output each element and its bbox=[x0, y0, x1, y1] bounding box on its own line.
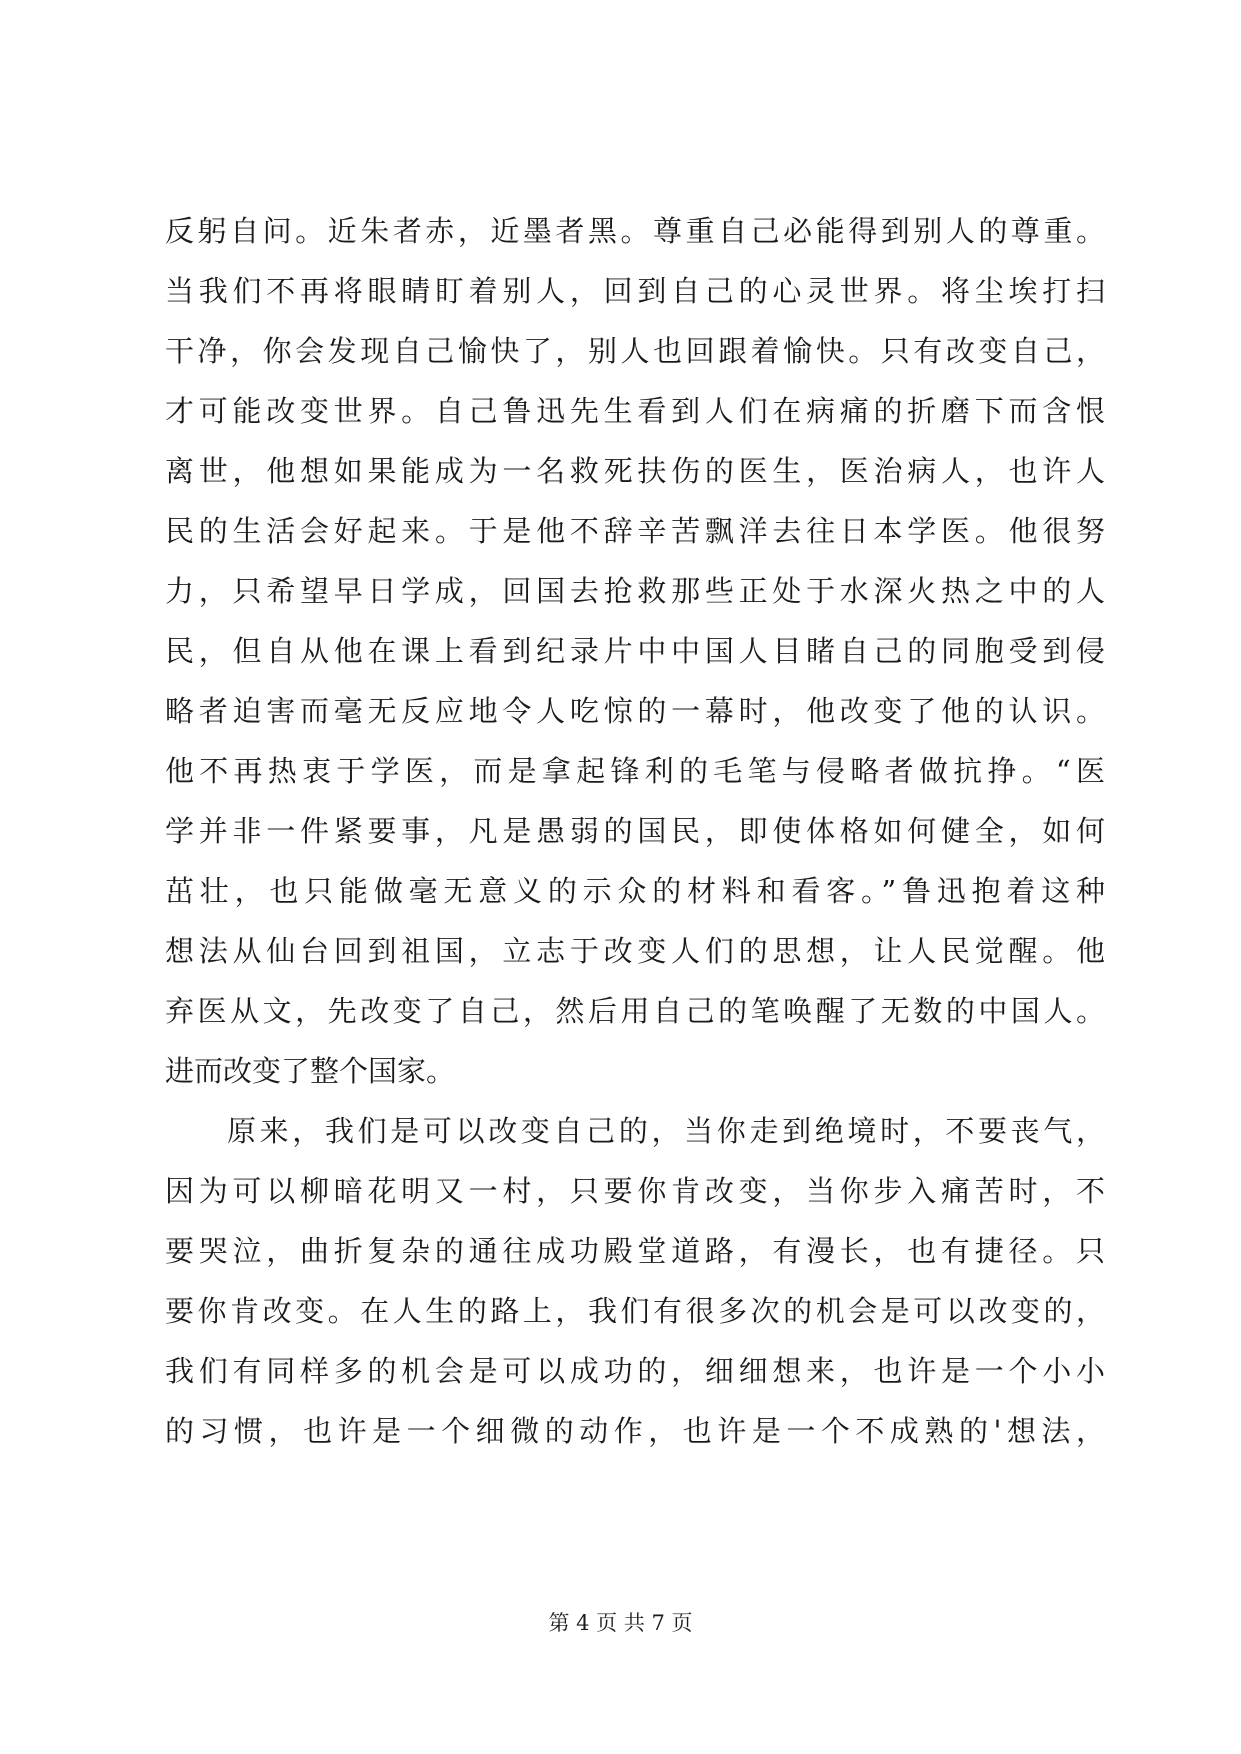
body-text bbox=[165, 201, 1105, 1461]
text-line: 反躬自问。近朱者赤，近墨者黑。尊重自己必能得到别人的尊重。 bbox=[165, 214, 1105, 248]
text-line: 当我们不再将眼睛盯着别人，回到自己的心灵世界。将尘埃打扫 bbox=[165, 274, 1105, 308]
text-line: 他不再热衷于学医，而是拿起锋利的毛笔与侵略者做抗挣。“医 bbox=[165, 754, 1105, 788]
page-number-footer: 第 4 页 共 7 页 bbox=[548, 1611, 693, 1635]
text-line: 原来，我们是可以改变自己的，当你走到绝境时，不要丧气， bbox=[227, 1114, 1105, 1148]
text-line: 因为可以柳暗花明又一村，只要你肯改变，当你步入痛苦时，不 bbox=[165, 1174, 1105, 1208]
text-line: 弃医从文，先改变了自己，然后用自己的笔唤醒了无数的中国人。 bbox=[165, 994, 1105, 1028]
text-line: 要哭泣，曲折复杂的通往成功殿堂道路，有漫长，也有捷径。只 bbox=[165, 1234, 1105, 1268]
text-line: 我们有同样多的机会是可以成功的，细细想来，也许是一个小小 bbox=[165, 1354, 1105, 1388]
text-line: 略者迫害而毫无反应地令人吃惊的一幕时，他改变了他的认识。 bbox=[165, 694, 1105, 728]
text-line: 才可能改变世界。自己鲁迅先生看到人们在病痛的折磨下而含恨 bbox=[165, 394, 1105, 428]
text-line: 想法从仙台回到祖国，立志于改变人们的思想，让人民觉醒。他 bbox=[165, 934, 1105, 968]
text-line: 要你肯改变。在人生的路上，我们有很多次的机会是可以改变的， bbox=[165, 1294, 1105, 1328]
text-line: 离世，他想如果能成为一名救死扶伤的医生，医治病人，也许人 bbox=[165, 454, 1105, 488]
text-line: 力，只希望早日学成，回国去抢救那些正处于水深火热之中的人 bbox=[165, 574, 1105, 608]
text-line: 民的生活会好起来。于是他不辞辛苦飘洋去往日本学医。他很努 bbox=[165, 514, 1105, 548]
text-line: 的习惯，也许是一个细微的动作，也许是一个不成熟的'想法， bbox=[165, 1414, 1105, 1448]
text-line: 茁壮，也只能做毫无意义的示众的材料和看客。”鲁迅抱着这种 bbox=[165, 874, 1105, 908]
text-line: 干净，你会发现自己愉快了，别人也回跟着愉快。只有改变自己， bbox=[165, 334, 1105, 368]
text-line: 学并非一件紧要事，凡是愚弱的国民，即使体格如何健全，如何 bbox=[165, 814, 1105, 848]
text-line: 进而改变了整个国家。 bbox=[165, 1054, 456, 1088]
text-line: 民，但自从他在课上看到纪录片中中国人目睹自己的同胞受到侵 bbox=[165, 634, 1105, 668]
